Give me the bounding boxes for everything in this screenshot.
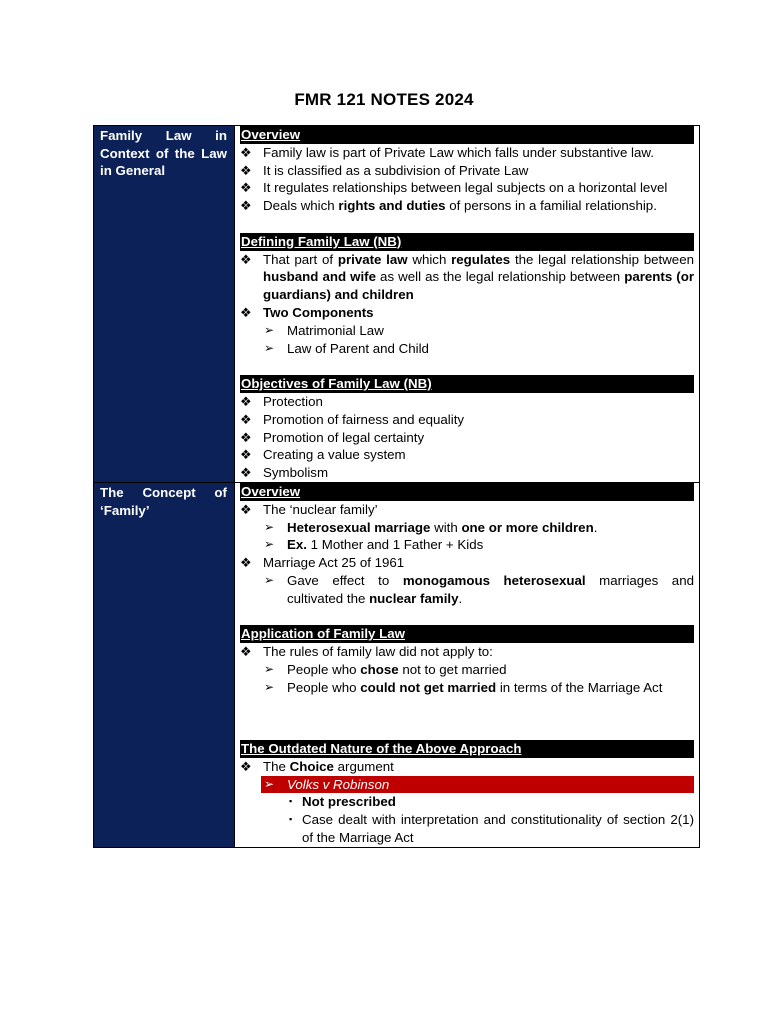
arrow-bullet-icon: ➢	[264, 661, 275, 676]
spacer	[240, 608, 694, 626]
list-item	[240, 144, 694, 162]
diamond-bullet-icon: ❖	[240, 180, 252, 196]
arrow-bullet-icon: ➢	[264, 679, 275, 694]
item-text: It regulates relationships between legal subjects on a horizontal level	[263, 180, 668, 196]
diamond-bullet-icon: ❖	[240, 144, 252, 160]
diamond-bullet-icon: ❖	[240, 447, 252, 463]
list-item	[240, 679, 694, 697]
item-text: Creating a value system	[263, 447, 406, 463]
diamond-bullet-icon: ❖	[240, 758, 252, 774]
item-text: People who	[287, 679, 361, 695]
item-text: Family law is part of Private Law which falls under substantive law.	[263, 144, 654, 160]
item-bold-text: rights and duties	[338, 198, 446, 214]
sub-sub-bullet-list	[240, 793, 694, 846]
square-bullet-icon: ▪	[289, 814, 293, 825]
diamond-bullet-icon: ❖	[240, 162, 252, 178]
list-item	[240, 643, 694, 661]
item-bold-text: one or more children	[461, 519, 594, 535]
item-text: Deals which	[263, 198, 339, 214]
row-content	[235, 482, 700, 847]
item-bold-text: monogamous heterosexual	[402, 572, 586, 588]
table-row	[94, 126, 700, 483]
arrow-bullet-icon: ➢	[264, 572, 275, 587]
item-text: Gave effect to	[287, 572, 403, 588]
sub-bullet-list	[240, 661, 694, 697]
list-item	[240, 793, 694, 811]
item-text: of persons in a familial relationship.	[445, 198, 657, 214]
item-text: 1 Mother and 1 Father + Kids	[306, 537, 484, 553]
item-text: It is classified as a subdivision of Private Law	[263, 162, 529, 178]
item-text: as well as the legal relationship between	[376, 269, 625, 285]
diamond-bullet-icon: ❖	[240, 501, 252, 517]
diamond-bullet-icon: ❖	[240, 393, 252, 409]
item-bold-text: private law	[337, 251, 408, 267]
list-item	[240, 536, 694, 554]
item-text: Law of Parent and Child	[287, 340, 429, 356]
item-text: in terms of the Marriage Act	[496, 679, 663, 695]
item-text: with	[430, 519, 462, 535]
bullet-list	[240, 393, 694, 482]
item-text: Promotion of fairness and equality	[263, 411, 465, 427]
sub-bullet-list	[240, 519, 694, 555]
list-item	[240, 811, 694, 847]
list-item	[240, 501, 694, 519]
section-heading: Application of Family Law	[240, 625, 694, 643]
diamond-bullet-icon: ❖	[240, 198, 252, 214]
list-item	[240, 464, 694, 482]
item-bold-text: Heterosexual marriage	[287, 519, 431, 535]
sub-bullet-list	[240, 322, 694, 358]
diamond-bullet-icon: ❖	[240, 429, 252, 445]
item-text: That part of	[263, 251, 338, 267]
list-item	[240, 304, 694, 322]
diamond-bullet-icon: ❖	[240, 644, 252, 660]
item-text: Marriage Act 25 of 1961	[263, 555, 405, 571]
item-bold-text: Not prescribed	[302, 794, 396, 810]
case-name: Volks v Robinson	[287, 776, 390, 792]
item-bold-text: parents (or guardians) and children	[263, 269, 695, 303]
square-bullet-icon: ▪	[289, 796, 293, 807]
section-heading: Objectives of Family Law (NB)	[240, 375, 694, 393]
table-row	[94, 482, 700, 847]
section-heading: Defining Family Law (NB)	[240, 233, 694, 251]
item-text: The ‘nuclear family’	[263, 501, 378, 517]
list-item	[240, 251, 694, 304]
item-text: argument	[333, 758, 394, 774]
row-content	[235, 126, 700, 483]
list-item	[240, 162, 694, 180]
list-item	[240, 197, 694, 215]
row-topic-label: Family Law in Context of the Law in General	[94, 126, 235, 483]
list-item	[240, 393, 694, 411]
diamond-bullet-icon: ❖	[240, 411, 252, 427]
item-text: Matrimonial Law	[287, 322, 384, 338]
item-bold-text: could not get married	[360, 679, 497, 695]
sub-bullet-list	[240, 776, 694, 794]
item-bold-text: chose	[360, 661, 399, 677]
spacer	[240, 215, 694, 233]
section-heading: The Outdated Nature of the Above Approach	[240, 740, 694, 758]
bullet-list	[240, 251, 694, 322]
case-highlight	[261, 776, 694, 794]
spacer	[240, 357, 694, 375]
bullet-list	[240, 554, 694, 572]
item-text: not to get married	[398, 661, 507, 677]
arrow-bullet-icon: ➢	[264, 340, 275, 355]
list-item	[240, 554, 694, 572]
item-text: Promotion of legal certainty	[263, 429, 425, 445]
item-text: The	[263, 758, 290, 774]
arrow-bullet-icon: ➢	[264, 537, 275, 552]
diamond-bullet-icon: ❖	[240, 555, 252, 571]
list-item	[240, 519, 694, 537]
section-heading: Overview	[240, 126, 694, 144]
notes-table	[93, 125, 700, 848]
list-item	[240, 661, 694, 679]
item-bold-text: Two Components	[263, 304, 374, 320]
bullet-list	[240, 758, 694, 776]
list-item	[240, 179, 694, 197]
item-text: .	[593, 519, 598, 535]
arrow-bullet-icon: ➢	[264, 776, 275, 791]
item-bold-text: nuclear family	[369, 590, 459, 606]
document-title: FMR 121 NOTES 2024	[294, 90, 474, 109]
list-item	[240, 758, 694, 776]
section-heading: Overview	[240, 483, 694, 501]
item-text: the legal relationship between	[510, 251, 694, 267]
list-item	[240, 340, 694, 358]
list-item	[240, 446, 694, 464]
list-item	[240, 411, 694, 429]
bullet-list	[240, 144, 694, 215]
item-text: which	[407, 251, 452, 267]
item-bold-text: Choice	[289, 758, 334, 774]
item-text: People who	[287, 661, 361, 677]
spacer	[240, 697, 694, 733]
row-topic-label: The Concept of ‘Family’	[94, 482, 235, 847]
item-text: marriages and cultivated the	[287, 572, 694, 606]
arrow-bullet-icon: ➢	[264, 322, 275, 337]
bullet-list	[240, 643, 694, 661]
diamond-bullet-icon: ❖	[240, 251, 252, 267]
sub-bullet-list	[240, 572, 694, 608]
arrow-bullet-icon: ➢	[264, 519, 275, 534]
item-text: Protection	[263, 393, 323, 409]
item-bold-text: Ex.	[287, 537, 307, 553]
spacer	[240, 732, 694, 740]
item-text: The rules of family law did not apply to:	[263, 644, 493, 660]
bullet-list	[240, 501, 694, 519]
item-text: Symbolism	[263, 465, 329, 481]
item-text: .	[458, 590, 463, 606]
list-item	[240, 572, 694, 608]
diamond-bullet-icon: ❖	[240, 465, 252, 481]
item-bold-text: regulates	[451, 251, 511, 267]
list-item	[240, 322, 694, 340]
item-text: Case dealt with interpretation and constitutionality of section 2(1) of the Marriage Act	[302, 812, 694, 846]
item-bold-text: husband and wife	[263, 269, 376, 285]
list-item	[240, 429, 694, 447]
diamond-bullet-icon: ❖	[240, 304, 252, 320]
